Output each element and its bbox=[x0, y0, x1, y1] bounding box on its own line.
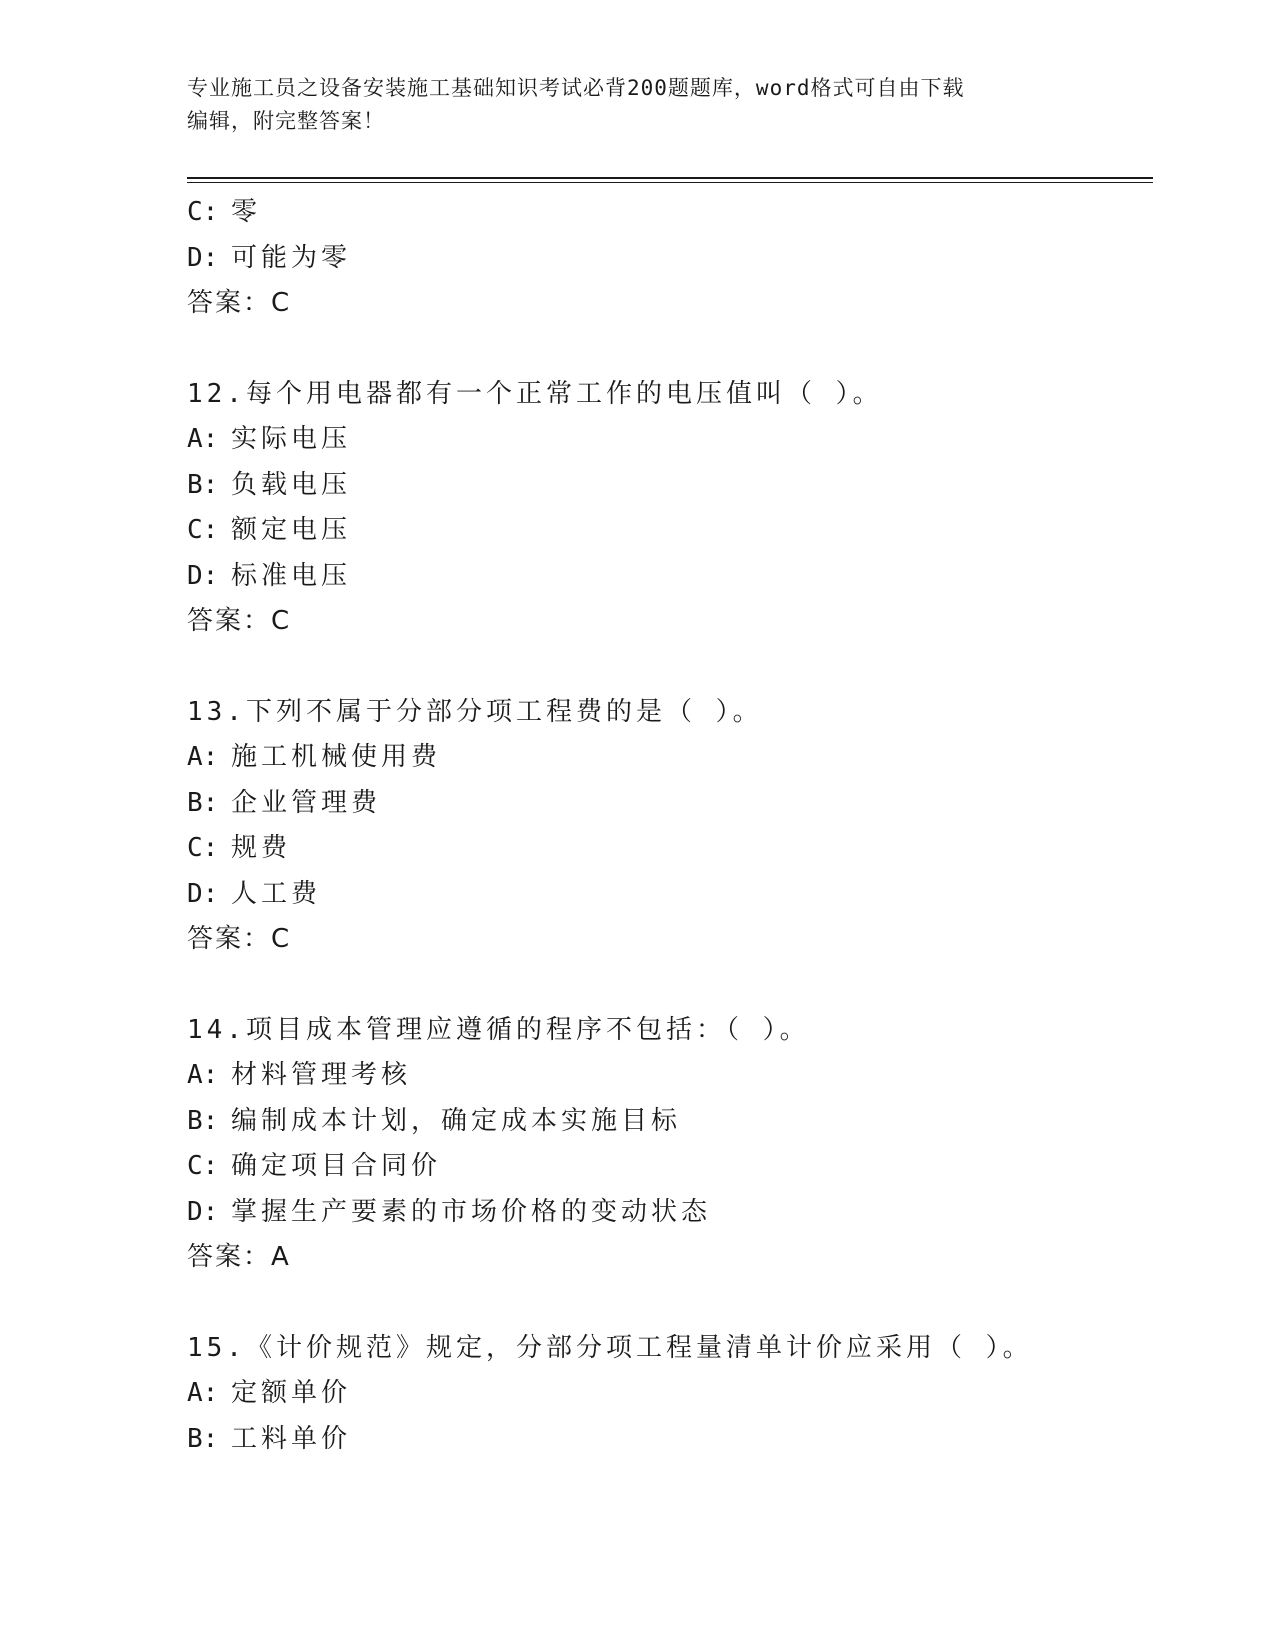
header-divider-thin bbox=[187, 182, 1153, 183]
header-title-line-2: 编辑，附完整答案！ bbox=[187, 109, 385, 133]
question-stem: 13.下列不属于分部分项工程费的是（ ）。 bbox=[187, 696, 763, 727]
option-d bbox=[187, 872, 1147, 918]
option-c bbox=[187, 190, 1147, 236]
option-letter: A: bbox=[187, 742, 219, 772]
option-b bbox=[187, 463, 1147, 509]
option-text: 企业管理费 bbox=[231, 787, 382, 818]
option-letter: C: bbox=[187, 515, 219, 545]
question-block-12 bbox=[187, 372, 1147, 645]
question-block-13 bbox=[187, 690, 1147, 963]
option-text: 可能为零 bbox=[231, 242, 352, 273]
option-c bbox=[187, 508, 1147, 554]
option-letter: D: bbox=[187, 878, 219, 909]
option-letter: A: bbox=[187, 1060, 219, 1090]
header-divider bbox=[187, 177, 1153, 179]
option-text: 负载电压 bbox=[231, 469, 352, 500]
option-a bbox=[187, 1053, 1147, 1099]
option-text: 规费 bbox=[231, 833, 292, 863]
question-block-15 bbox=[187, 1326, 1147, 1463]
question-block-14 bbox=[187, 1008, 1147, 1281]
option-text: 额定电压 bbox=[231, 515, 352, 545]
option-b bbox=[187, 1417, 1147, 1463]
option-d bbox=[187, 1190, 1147, 1236]
option-text: 确定项目合同价 bbox=[231, 1151, 442, 1181]
option-text: 定额单价 bbox=[231, 1378, 352, 1408]
option-letter: D: bbox=[187, 560, 219, 591]
option-letter: D: bbox=[187, 1196, 219, 1227]
option-d bbox=[187, 236, 1147, 282]
answer-line: 答案：C bbox=[187, 606, 292, 636]
answer-line: 答案：C bbox=[187, 924, 292, 954]
option-text: 实际电压 bbox=[231, 424, 352, 454]
option-letter: D: bbox=[187, 242, 219, 273]
option-letter: A: bbox=[187, 424, 219, 454]
answer-line: 答案：A bbox=[187, 1242, 291, 1272]
option-letter: A: bbox=[187, 1378, 219, 1408]
option-a bbox=[187, 735, 1147, 781]
answer-line: 答案：C bbox=[187, 288, 292, 318]
option-text: 编制成本计划，确定成本实施目标 bbox=[231, 1105, 682, 1136]
option-text: 施工机械使用费 bbox=[231, 742, 442, 772]
question-stem: 12.每个用电器都有一个正常工作的电压值叫（ ）。 bbox=[187, 378, 883, 409]
option-b bbox=[187, 781, 1147, 827]
option-letter: B: bbox=[187, 1423, 219, 1454]
option-a bbox=[187, 1371, 1147, 1417]
question-stem: 15.《计价规范》规定，分部分项工程量清单计价应采用（ ）。 bbox=[187, 1332, 1033, 1363]
option-text: 人工费 bbox=[231, 878, 322, 909]
option-letter: B: bbox=[187, 469, 219, 500]
option-letter: C: bbox=[187, 1151, 219, 1181]
header-title-line-1: 专业施工员之设备安装施工基础知识考试必背200题题库，word格式可自由下载 bbox=[187, 76, 965, 100]
question-list bbox=[187, 190, 1147, 1462]
option-text: 标准电压 bbox=[231, 560, 352, 591]
option-letter: B: bbox=[187, 1105, 219, 1136]
question-stem: 14.项目成本管理应遵循的程序不包括：（ ）。 bbox=[187, 1014, 810, 1045]
option-text: 工料单价 bbox=[231, 1423, 352, 1454]
option-letter: C: bbox=[187, 197, 219, 227]
document-header bbox=[187, 72, 1087, 138]
option-a bbox=[187, 417, 1147, 463]
option-text: 掌握生产要素的市场价格的变动状态 bbox=[231, 1196, 712, 1227]
option-c bbox=[187, 826, 1147, 872]
question-block-partial bbox=[187, 190, 1147, 327]
option-letter: B: bbox=[187, 787, 219, 818]
option-c bbox=[187, 1144, 1147, 1190]
option-text: 零 bbox=[231, 197, 262, 227]
option-text: 材料管理考核 bbox=[231, 1060, 412, 1090]
option-d bbox=[187, 554, 1147, 600]
option-letter: C: bbox=[187, 833, 219, 863]
option-b bbox=[187, 1099, 1147, 1145]
